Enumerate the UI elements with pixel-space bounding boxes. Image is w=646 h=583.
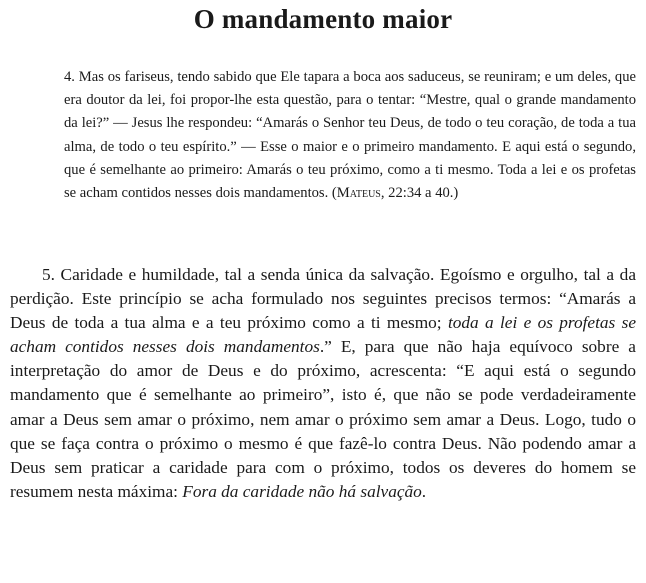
paragraph-5-italic1: toda a lei e os profetas se acham contidos nesses dois mandamentos xyxy=(10,313,636,357)
quote-ref-open: ( xyxy=(328,185,337,202)
paragraph-5-italic2: Fora da caridade não há salvação xyxy=(182,481,422,501)
quote-reference-book: Mateus xyxy=(336,185,381,202)
page-title: O mandamento maior xyxy=(193,4,453,34)
quote-reference-location: , 22:34 a 40.) xyxy=(380,185,459,202)
paragraph-5-part1: 5. Caridade e humildade, tal a senda única da salvação. Egoísmo e orgulho, tal a da perdição. Este princípio se acha formulado nos seguintes precisos termos: “Amarás a Deus de toda a tua alma e a teu próximo como a ti mesmo; xyxy=(10,265,636,333)
scripture-quote xyxy=(64,66,636,205)
paragraph-5 xyxy=(10,263,636,504)
paragraph-5-part3: . xyxy=(421,481,427,501)
quote-text: 4. Mas os fariseus, tendo sabido que Ele tapara a boca aos saduceus, se reuniram; e um deles, que era doutor da lei, foi propor-lhe esta questão, para o tentar: “Mestre, qual o grande mandamento da lei?” — Jesus lhe respondeu: “Amarás o Senhor teu Deus, de todo o teu coração, de toda a tua alma, de todo o teu espírito.” — Esse o maior e o primeiro mandamento. E aqui está o segundo, que é semelhante ao primeiro: Amarás o teu próximo, como a ti mesmo. Toda a lei e os profetas se acham contidos nesses dois mandamentos. xyxy=(64,69,636,202)
paragraph-5-part2: .” E, para que não haja equívoco sobre a interpretação do amor de Deus e do próximo, acrescenta: “E aqui está o segundo mandamento que é semelhante ao primeiro”, isto é, que não se pode verdadeiramente amar a Deus sem amar o próximo, nem amar o próximo sem amar a Deus. Logo, tudo o que se faça contra o próximo o mesmo é que fazê-lo contra Deus. Não podendo amar a Deus sem praticar a caridade para com o próximo, todos os deveres do homem se resumem nesta máxima: xyxy=(10,337,636,501)
